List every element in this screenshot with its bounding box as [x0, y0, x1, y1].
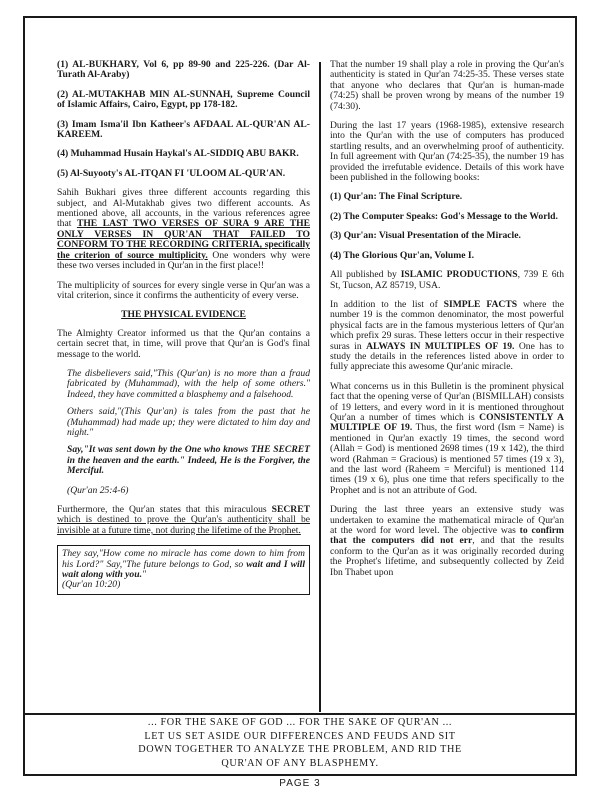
column-divider — [319, 62, 321, 712]
emphasis-text: THE LAST TWO VERSES OF SURA 9 ARE THE ONLY VERSES IN QUR'AN THAT FAILED TO CONFORM TO THE RECORDING CRITERIA, specifically the criterion of source multiplicity. — [57, 218, 310, 261]
emphasis-text: CONSISTENTLY A MULTIPLE OF 19. — [330, 411, 564, 434]
text-run: In addition to the list of — [330, 298, 444, 310]
quote-citation: (Qur'an 10:20) — [62, 579, 121, 591]
bibliography-item: (2) AL-MUTAKHAB MIN AL-SUNNAH, Supreme Council of Islamic Affairs, Cairo, Egypt, pp 178-182. — [57, 88, 310, 111]
book-item: (4) The Glorious Qur'an, Volume I. — [330, 249, 475, 261]
bibliography-item: (5) Al-Suyooty's AL-ITQAN FI 'ULOOM AL-QUR'AN. — [57, 167, 286, 179]
bibliography-item: (1) AL-BUKHARY, Vol 6, pp 89-90 and 225-226. (Dar Al-Turath Al-Araby) — [57, 59, 310, 81]
paragraph-study — [330, 505, 564, 578]
page-number: PAGE 3 — [279, 778, 321, 789]
emphasis-text: SECRET — [271, 504, 310, 515]
text-run: All published by — [330, 269, 401, 281]
paragraph-bukhari — [57, 188, 310, 271]
appeal-banner — [60, 716, 540, 770]
quote-text: The disbelievers said,"This (Qur'an) is no more than a fraud fabricated by (Muhammad), with the help of some others." Indeed, they have committed a blasphemy and a falsehood. — [67, 367, 310, 400]
book-item: (3) Qur'an: Visual Presentation of the Miracle. — [330, 230, 521, 242]
banner-line: QUR'AN OF ANY BLASPHEMY. — [221, 757, 379, 769]
banner-line: DOWN TOGETHER TO ANALYZE THE PROBLEM, AND RID THE — [138, 744, 462, 755]
banner-line: LET US SET ASIDE OUR DIFFERENCES AND FEUDS AND SIT — [144, 730, 456, 742]
paragraph-creator: The Almighty Creator informed us that the Qur'an contains a certain secret that, in time, will prove that Qur'an is God's final message to the world. — [57, 327, 310, 360]
text-run: Furthermore, the Qur'an states that this miraculous — [57, 504, 272, 515]
boxed-quote — [57, 545, 310, 595]
paragraph-number-19: That the number 19 shall play a role in proving the Qur'an's authenticity is stated in Qur'an 74:25-35. These verses state that anyone who declares that Qur'an is human-made (74:25) shall be proven wrong by means of the number 19 (74:30). — [330, 59, 564, 112]
emphasis-text: wait and I will wait along with you. — [62, 558, 306, 581]
quote-text: Say,"It was sent down by the One who knows THE SECRET in the heaven and the earth." Indeed, He is the Forgiver, the Merciful. — [67, 444, 310, 477]
text-run: They say,"How come no miracle has come down to him from his Lord?" Say,"The future belongs to God, so — [62, 548, 305, 570]
quran-quote-block — [67, 369, 310, 477]
text-run: , 739 E 6th St, Tucson, AZ 85719, USA. — [330, 269, 565, 291]
book-item: (1) Qur'an: The Final Scripture. — [330, 191, 463, 203]
text-run: During the last three years an extensive study was undertaken to examine the mathematical miracle of Qur'an at the word for word level. The objective was — [330, 504, 564, 537]
paragraph-publisher — [330, 270, 564, 291]
paragraph-simple-facts — [330, 300, 564, 373]
text-run: " — [141, 569, 146, 581]
text-run: What concerns us in this Bulletin is the prominent physical fact that the opening verse of Qur'an (BISMILLAH) consists of 19 letters, and every word in it is mentioned throughout Qur'an a number of times which is — [330, 380, 564, 423]
text-run: which is destined to prove the Qur'an's authenticity shall be invisible at a future time, not during the lifetime of the Prophet. — [57, 514, 310, 536]
emphasis-text: ISLAMIC PRODUCTIONS — [400, 269, 518, 281]
book-item: (2) The Computer Speaks: God's Message to the World. — [330, 210, 558, 222]
quote-text: Others said,"(This Qur'an) is tales from the past that he (Muhammad) had made up; they were dictated to him day and night." — [67, 406, 310, 438]
text-run: where the number 19 is the common denominator, the most powerful physical facts are in the famous mysterious letters of Qur'an which prefix 29 suras. These letters occur in their respective suras in — [330, 298, 564, 352]
text-run: One wonders why were these two verses included in Qur'an in the first place!! — [57, 249, 310, 272]
text-run: Sahih Bukhari gives three different accounts regarding this subject, and Al-Mutakhab gives two different accounts. As mentioned above, all accounts, in the various references agree that — [57, 187, 310, 230]
bibliography-item: (4) Muhammad Husain Haykal's AL-SIDDIQ ABU BAKR. — [57, 148, 299, 160]
emphasis-text: ALWAYS IN MULTIPLES OF 19. — [366, 340, 515, 352]
paragraph-research: During the last 17 years (1968-1985), extensive research into the Qur'an with the use of computers has produced startling results, and an overwhelming proof of authenticity. In full agreement with Qur'an (74:25-35), the number 19 has provided the irrefutable evidence. Details of this work have been published in the following books: — [330, 120, 564, 184]
emphasis-text: to confirm that the computers did not err — [330, 525, 564, 547]
banner-line: ... FOR THE SAKE OF GOD ... FOR THE SAKE OF QUR'AN ... — [147, 717, 453, 728]
paragraph-bismillah — [330, 382, 564, 496]
paragraph-multiplicity: The multiplicity of sources for every single verse in Qur'an was a vital criterion, since it confirms the authenticity of every verse. — [57, 279, 310, 301]
bibliography-item: (3) Imam Isma'il Ibn Katheer's AFDAAL AL-QUR'AN AL-KAREEM. — [57, 118, 310, 141]
right-column — [330, 60, 564, 587]
text-run: Thus, the first word (Ism = Name) is mentioned in Qur'an exactly 19 times, the second word (Allah = God) is mentioned 2698 times (19 x 142), the third word (Rahman = Gracious) is mentioned 57 times (19 x 3), and the last word (Raheem = Merciful) is mentioned 114 times (19 x 6), plus one time that refers specifically to the Prophet and is not an attribute of God. — [330, 422, 564, 496]
left-column — [57, 60, 310, 604]
quote-citation: (Qur'an 25:4-6) — [67, 484, 129, 496]
emphasis-text: SIMPLE FACTS — [443, 298, 518, 310]
paragraph-secret — [57, 505, 310, 536]
section-heading: THE PHYSICAL EVIDENCE — [121, 309, 246, 321]
text-run: One has to study the details in the references listed above in order to fully appreciate this awesome Qur'anic miracle. — [330, 340, 564, 373]
text-run: , and that the results conform to the Qur'an as it was originally recorded during the Prophet's lifetime, and subsequently collected by Zeid Ibn Thabet upon — [330, 535, 565, 578]
